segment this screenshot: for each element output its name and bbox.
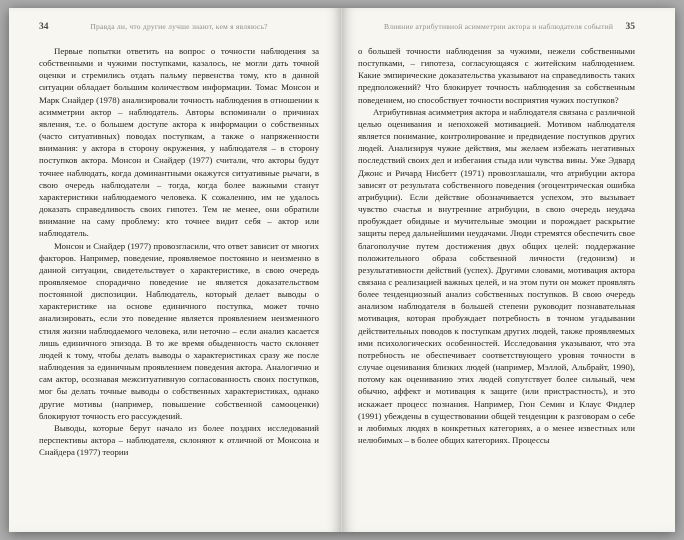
paragraph: Выводы, которые берут начало из более поздних исследований перспективы актора – наблюдателя, склоняют к отличной от Монсона и Снайдера (1977) теории	[39, 422, 319, 458]
page-right	[342, 8, 675, 532]
page-right-header	[358, 20, 635, 34]
paragraph: Монсон и Снайдер (1977) провозгласили, что ответ зависит от многих факторов. Например, поведение, проявляемое постоянно и неизменно в данной ситуации, свидетельствует о характеристике, в свою очередь проявляемое спорадично поведение не является доказательством постоянной диспозиции. Наблюдатель, который делает выводы о характеристике на основе единичного поступка, может точно анализировать, если это поведение является проявлением неизменного стиля жизни наблюдаемого человека, или неточно – если анализ касается лишь единичного эпизода. В то же время обыденность часто склоняет людей к тому, чтобы делать выводы о характеристиках сразу же после наблюдения за единичным проявлением поведения актора. Аналогично и сам актор, осознавая межситуативную согласованность своих поступков, мог бы делать точные выводы о собственных характеристиках, однако другие мотивы (например, повышение собственной самооценки) блокируют точность его рассуждений.	[39, 240, 319, 421]
page-left-body	[39, 45, 319, 458]
running-title-right: Влияние атрибутивной асимметрии актора и наблюдателя событий	[384, 22, 614, 31]
page-number-left: 34	[39, 22, 49, 32]
page-left	[9, 8, 342, 532]
paragraph-continuation: о большей точности наблюдения за чужими, нежели собственными поступками, – гипотеза, согласующаяся с житейским наблюдением. Какие эмпирические доказательства указывают на справедливость таких предположений? Что блокирует точность наблюдения за собственным поведением, но способствует точности восприятия чужих поступков?	[358, 46, 635, 105]
running-title-left: Правда ли, что другие лучше знают, кем я являюсь?	[90, 22, 268, 31]
page-left-header	[39, 20, 319, 34]
book-spread	[9, 8, 675, 532]
page-number-right: 35	[625, 22, 635, 32]
paragraph: Атрибутивная асимметрия актора и наблюдателя связана с различной целью оценивания и непохожей мотивацией. Мотивом наблюдателя является понимание, контролирование и предвидение поступков других людей. Анализируя чужие действия, мы желаем избежать негативных последствий своих дел и избегания стыда или чувства вины. Уже Эдвард Джонс и Ричард Нисбетт (1971) провозглашали, что атрибуции актора зависят от результата собственного поведения (эгоцентрическая ошибка атрибуции). Если действие обозначивается успехом, это вызывает чувство счастья и внутренние атрибуции, в свою очередь неудача пробуждает обидные и мучительные эмоции и порождает раскрытие защиты перед дальнейшими неудачами. Люди стремятся обеспечить свое благополучие путем достижения двух общих целей: поддержание положительного образа собственной личности (гедонизм) и результативности действий (успех). Другими словами, мотивация актора связана с реализацией важных целей, и на этом пути он может проявлять более тенденциозный анализ собственных поступков. В свою очередь анализом наблюдателя в большей степени руководит познавательная мотивация, которая пробуждает потребность в точном угадывании действительных поводов к поступкам других людей, также проявляемых ими психологических особенностей. Исследования указывают, что эта потребность не обеспечивает соответствующего уровня точности в случае оценивания близких людей (например, Мэллой, Альбрайт, 1990), потому как оцениванию этих людей сопутствует более сильный, чем обычно, аффект и мотивация к защите (или пристрастность), и это искажает процесс познания. Например, Гюн Семин и Клаус Фидлер (1991) убеждены в существовании общей тенденции к разговорам о себе и любимых людях в конкретных категориях, а о менее известных или нелюбимых – в более общих категориях. Процессы	[358, 106, 635, 445]
page-right-body	[358, 45, 635, 446]
paragraph: Первые попытки ответить на вопрос о точности наблюдения за собственными и чужими поступками, казалось, не могли дать точной оценки и стремились отдать пальму первенства тому, кто в данной ситуации обладает большим количеством информации. Томас Монсон и Марк Снайдер (1978) анализировали точность наблюдения в отношении к асимметрии актор – наблюдатель. Авторы вспоминали о причинах явления, т.е. о большем доступе актора к информации о собственных (часто ситуативных) поводах поступкам, а также о напряженности внимания: у актора в сторону окружения, у наблюдателя – в сторону поступков актора. Монсон и Снайдер (1977) считали, что акторы будут точнее наблюдать, когда доминантными окажутся ситуативные рычаги, в свою очередь наблюдатели – тогда, когда более важными станут характеристики наблюдаемого человека. К сожалению, им не удалось доказать справедливость своих гипотез. Тем не менее, они обратили внимание на саму проблему: кто точнее видит себя – актор или наблюдатель.	[39, 46, 319, 239]
